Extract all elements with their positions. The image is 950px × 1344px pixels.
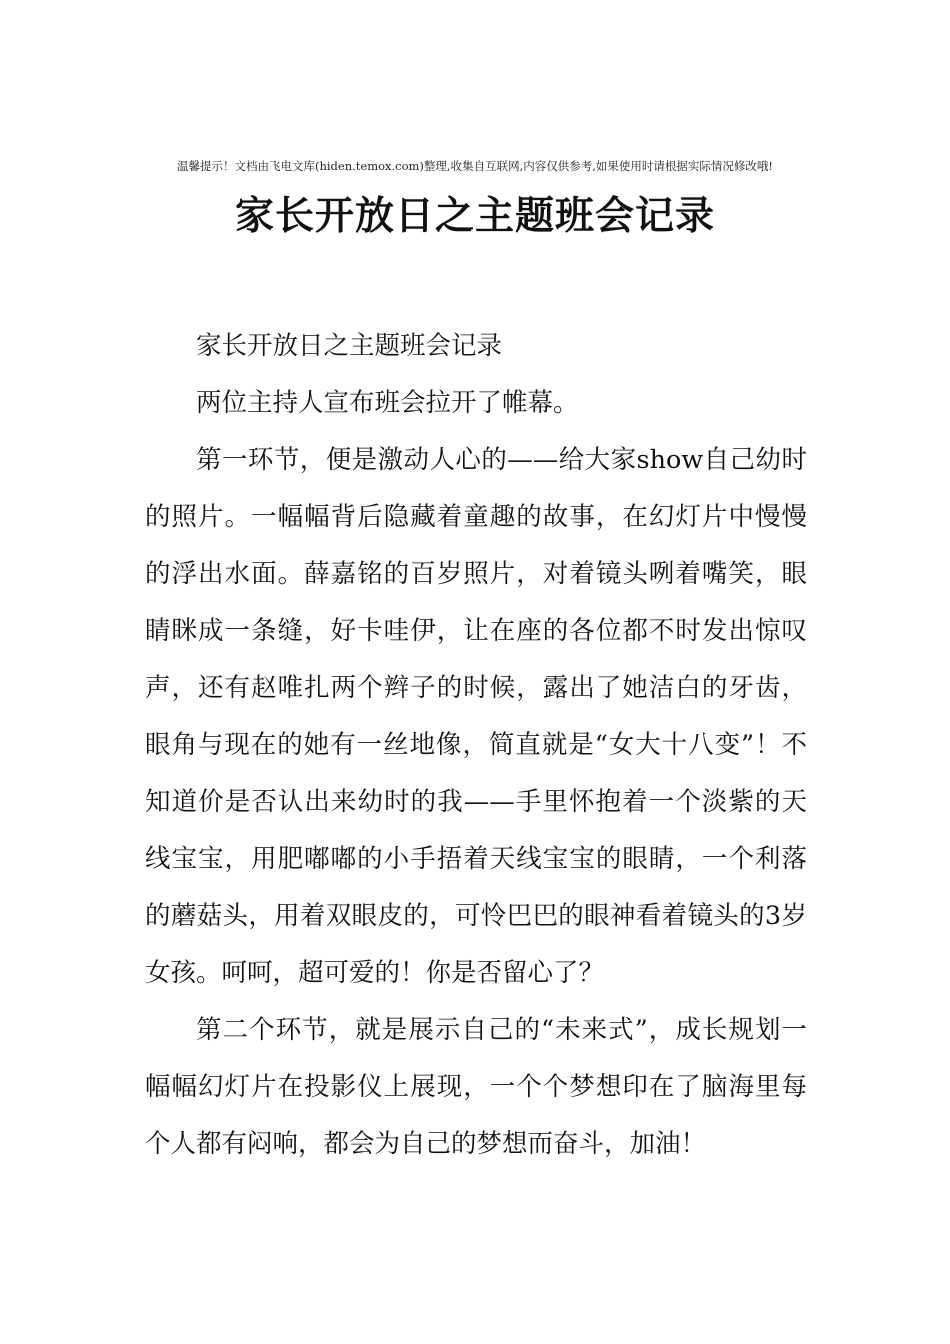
document-body — [145, 318, 807, 1173]
paragraph-subtitle: 家长开放日之主题班会记录 — [196, 331, 503, 361]
paragraph-second-segment: 第二个环节，就是展示自己的“未来式”，成长规划一幅幅幻灯片在投影仪上展现，一个个梦想印在了脑海里每个人都有闷响，都会为自己的梦想而奋斗，加油！ — [145, 1015, 807, 1159]
page-title: 家长开放日之主题班会记录 — [234, 193, 715, 239]
header-notice: 温馨提示！文档由飞电文库(hiden.temox.com)整理,收集自互联网,内容仅供参考,如果使用时请根据实际情况修改哦! — [176, 159, 774, 173]
paragraph-opening: 两位主持人宣布班会拉开了帷幕。 — [196, 388, 579, 418]
paragraph-first-segment: 第一环节，便是激动人心的——给大家show自己幼时的照片。一幅幅背后隐藏着童趣的故事，在幻灯片中慢慢的浮出水面。薛嘉铭的百岁照片，对着镜头咧着嘴笑，眼睛眯成一条缝，好卡哇伊，让在座的各位都不时发出惊叹声，还有赵唯扎两个辫子的时候，露出了她洁白的牙齿，眼角与现在的她有一丝地像，简直就是“女大十八变”！不知道价是否认出来幼时的我——手里怀抱着一个淡紫的天线宝宝，用肥嘟嘟的小手捂着天线宝宝的眼睛，一个利落的蘑菇头，用着双眼皮的，可怜巴巴的眼神看着镜头的3岁女孩。呵呵，超可爱的！你是否留心了？ — [145, 445, 807, 988]
